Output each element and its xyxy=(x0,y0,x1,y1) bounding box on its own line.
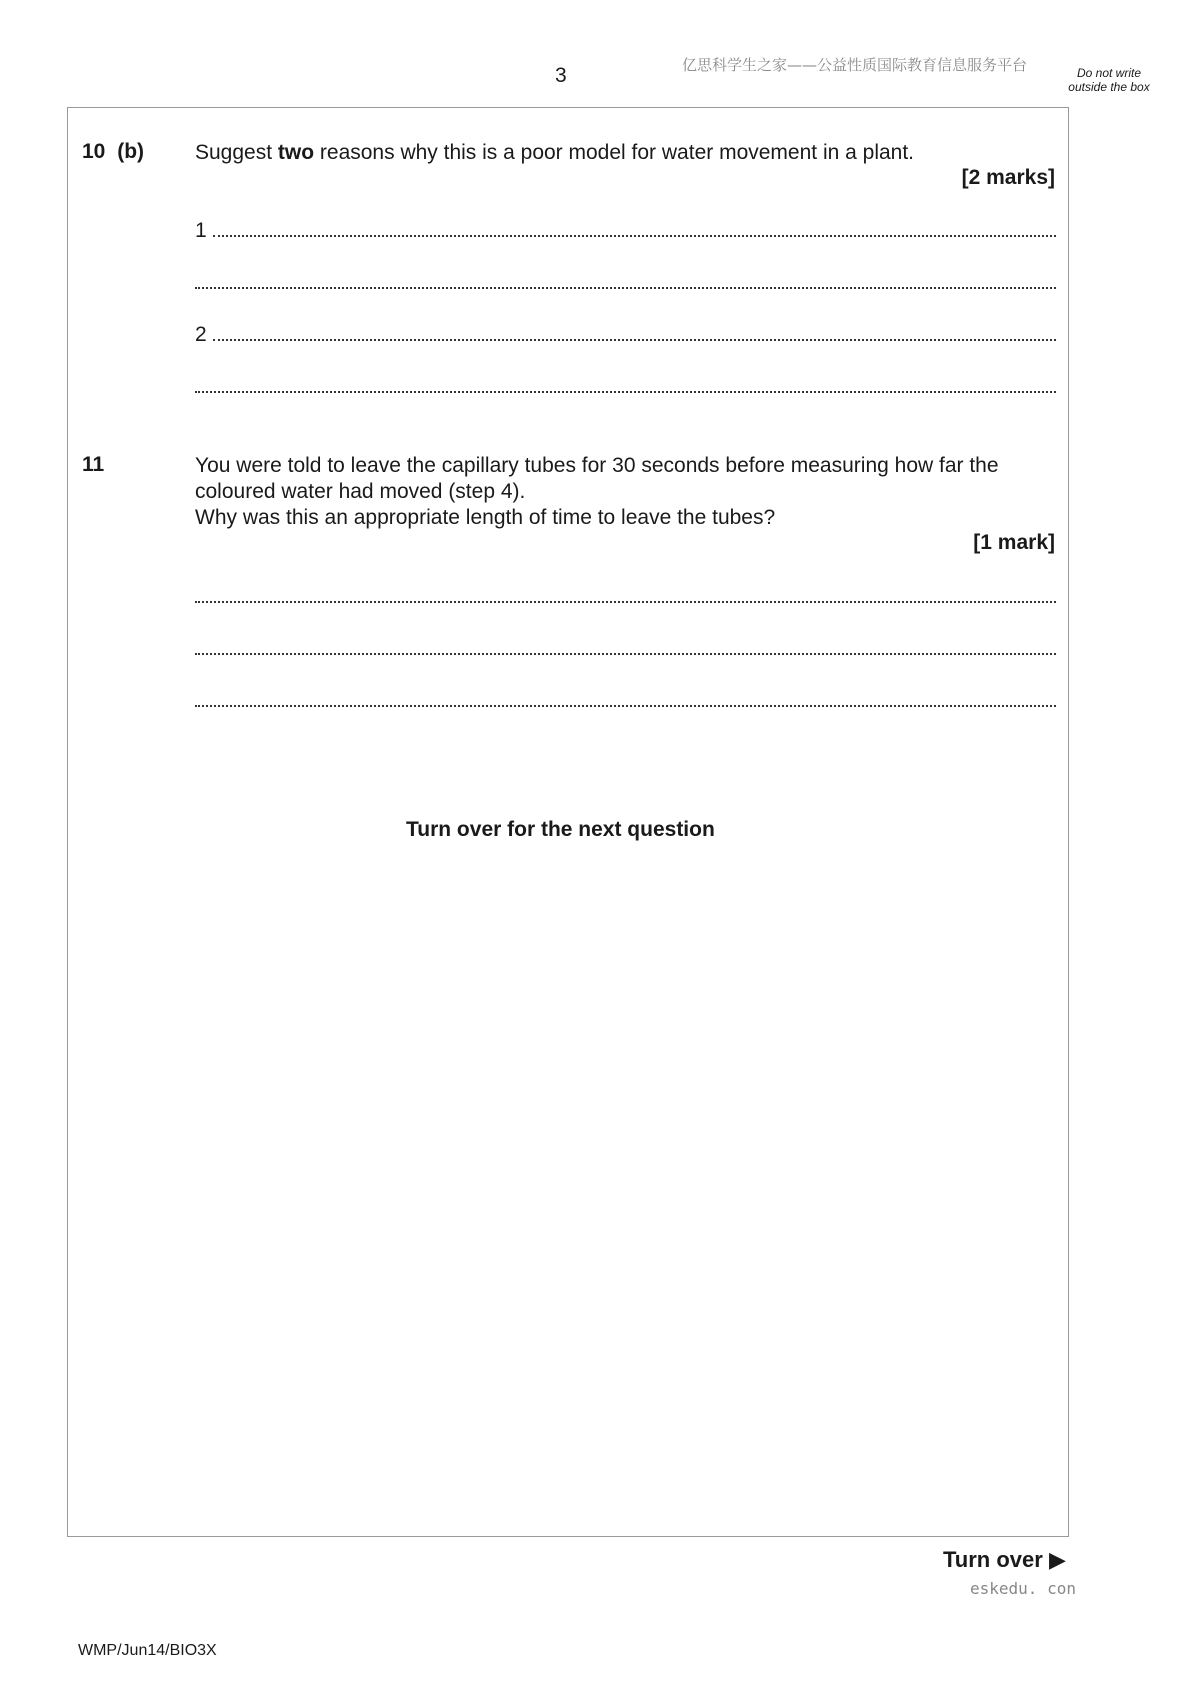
margin-note: Do not write outside the box xyxy=(1068,66,1150,94)
dotted-line xyxy=(213,219,1056,237)
page-number: 3 xyxy=(555,64,567,87)
question-text-line: Why was this an appropriate length of time to leave the tubes? xyxy=(195,506,776,529)
watermark-url: eskedu. con xyxy=(970,1579,1076,1598)
answer-line[interactable] xyxy=(195,689,1056,713)
watermark-text: 亿思科学生之家——公益性质国际教育信息服务平台 xyxy=(682,56,1028,74)
question-part: (b) xyxy=(117,140,145,163)
dotted-line xyxy=(195,689,1056,707)
question-text-emphasis: two xyxy=(277,141,315,164)
question-text-line: coloured water had moved (step 4). xyxy=(195,480,526,503)
answer-line-1[interactable] xyxy=(195,219,1056,243)
turn-over-next-question: Turn over for the next question xyxy=(406,818,715,841)
marks-label: [1 mark] xyxy=(973,531,1055,554)
question-text-end: reasons why this is a poor model for water movement in a plant. xyxy=(314,141,915,164)
answer-line-2-continued[interactable] xyxy=(195,375,1056,399)
paper-code: WMP/Jun14/BIO3X xyxy=(78,1642,217,1659)
question-text-line: You were told to leave the capillary tubes for 30 seconds before measuring how far the xyxy=(195,454,999,477)
answer-line-1-continued[interactable] xyxy=(195,271,1056,295)
question-number-10 xyxy=(82,140,144,164)
answer-line-2[interactable] xyxy=(195,323,1056,347)
question-10b-text xyxy=(195,140,1055,166)
answer-line[interactable] xyxy=(195,637,1056,661)
question-number: 10 xyxy=(82,140,106,163)
dotted-line xyxy=(213,323,1056,341)
answer-line[interactable] xyxy=(195,585,1056,609)
answer-label-2: 2 xyxy=(195,323,207,346)
dotted-line xyxy=(195,637,1056,655)
dotted-line xyxy=(195,271,1056,289)
question-number-11: 11 xyxy=(82,453,105,476)
dotted-line xyxy=(195,375,1056,393)
answer-label-1: 1 xyxy=(195,219,207,242)
question-11-text xyxy=(195,453,1055,531)
question-text-start: Suggest xyxy=(195,141,278,164)
marks-label: [2 marks] xyxy=(961,166,1055,189)
dotted-line xyxy=(195,585,1056,603)
turn-over-label: Turn over ▶ xyxy=(943,1547,1066,1572)
